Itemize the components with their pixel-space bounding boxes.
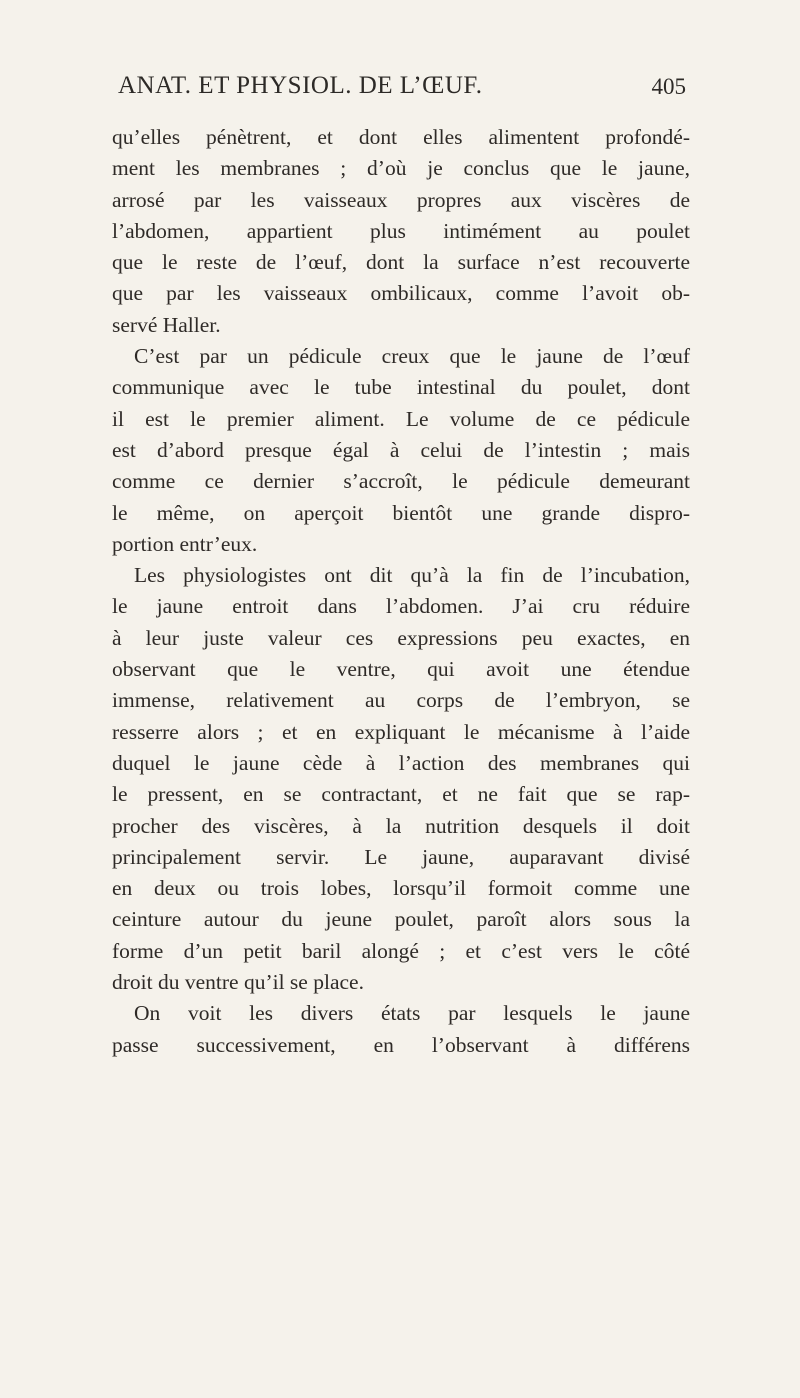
body-text [112, 122, 690, 1061]
paragraph-1 [112, 122, 690, 341]
text-line: resserre alors ; et en expliquant le mécanisme à l’aide [112, 719, 690, 744]
paragraph-2 [112, 341, 690, 560]
text-line: qu’elles pénètrent, et dont elles alimentent profondé- [112, 125, 690, 149]
page-number: 405 [651, 74, 686, 99]
text-line: à leur juste valeur ces expressions peu exactes, en [112, 625, 690, 650]
paragraph-3 [112, 560, 690, 998]
text-line: passe successivement, en l’observant à différens [112, 1032, 690, 1057]
text-line: procher des viscères, à la nutrition desquels il doit [112, 813, 690, 838]
text-line: le pressent, en se contractant, et ne fait que se rap- [112, 782, 690, 807]
text-line: est d’abord presque égal à celui de l’intestin ; mais [112, 437, 690, 462]
text-line: observant que le ventre, qui avoit une étendue [112, 657, 690, 682]
text-line: communique avec le tube intestinal du poulet, dont [112, 375, 690, 400]
text-line: le même, on aperçoit bientôt une grande dispro- [112, 500, 690, 525]
text-line: droit du ventre qu’il se place. [112, 970, 364, 995]
text-line: servé Haller. [112, 312, 221, 337]
text-line: ceinture autour du jeune poulet, paroît alors sous la [112, 907, 690, 932]
text-line: forme d’un petit baril alongé ; et c’est vers le côté [112, 938, 690, 963]
text-line: comme ce dernier s’accroît, le pédicule demeurant [112, 469, 690, 494]
text-line: le jaune entroit dans l’abdomen. J’ai cru réduire [112, 594, 690, 619]
text-line: il est le premier aliment. Le volume de ce pédicule [112, 406, 690, 431]
text-line: que par les vaisseaux ombilicaux, comme l’avoit ob- [112, 281, 690, 306]
text-line: en deux ou trois lobes, lorsqu’il formoit comme une [112, 876, 690, 901]
text-line: portion entr’eux. [112, 531, 258, 556]
text-line: duquel le jaune cède à l’action des membranes qui [112, 750, 690, 775]
text-line: C’est par un pédicule creux que le jaune de l’œuf [134, 344, 690, 369]
text-line: que le reste de l’œuf, dont la surface n’est recouverte [112, 250, 690, 275]
text-line: immense, relativement au corps de l’embryon, se [112, 688, 690, 713]
text-line: On voit les divers états par lesquels le jaune [134, 1001, 690, 1026]
running-head: ANAT. ET PHYSIOL. DE L’ŒUF. [118, 72, 483, 99]
paragraph-4 [112, 998, 690, 1061]
page-header [118, 72, 686, 112]
text-line: arrosé par les vaisseaux propres aux viscères de [112, 187, 690, 212]
text-line: ment les membranes ; d’où je conclus que le jaune, [112, 156, 690, 181]
text-line: principalement servir. Le jaune, auparavant divisé [112, 844, 690, 869]
text-line: l’abdomen, appartient plus intimément au poulet [112, 218, 690, 243]
text-line: Les physiologistes ont dit qu’à la fin de l’incubation, [134, 563, 690, 588]
